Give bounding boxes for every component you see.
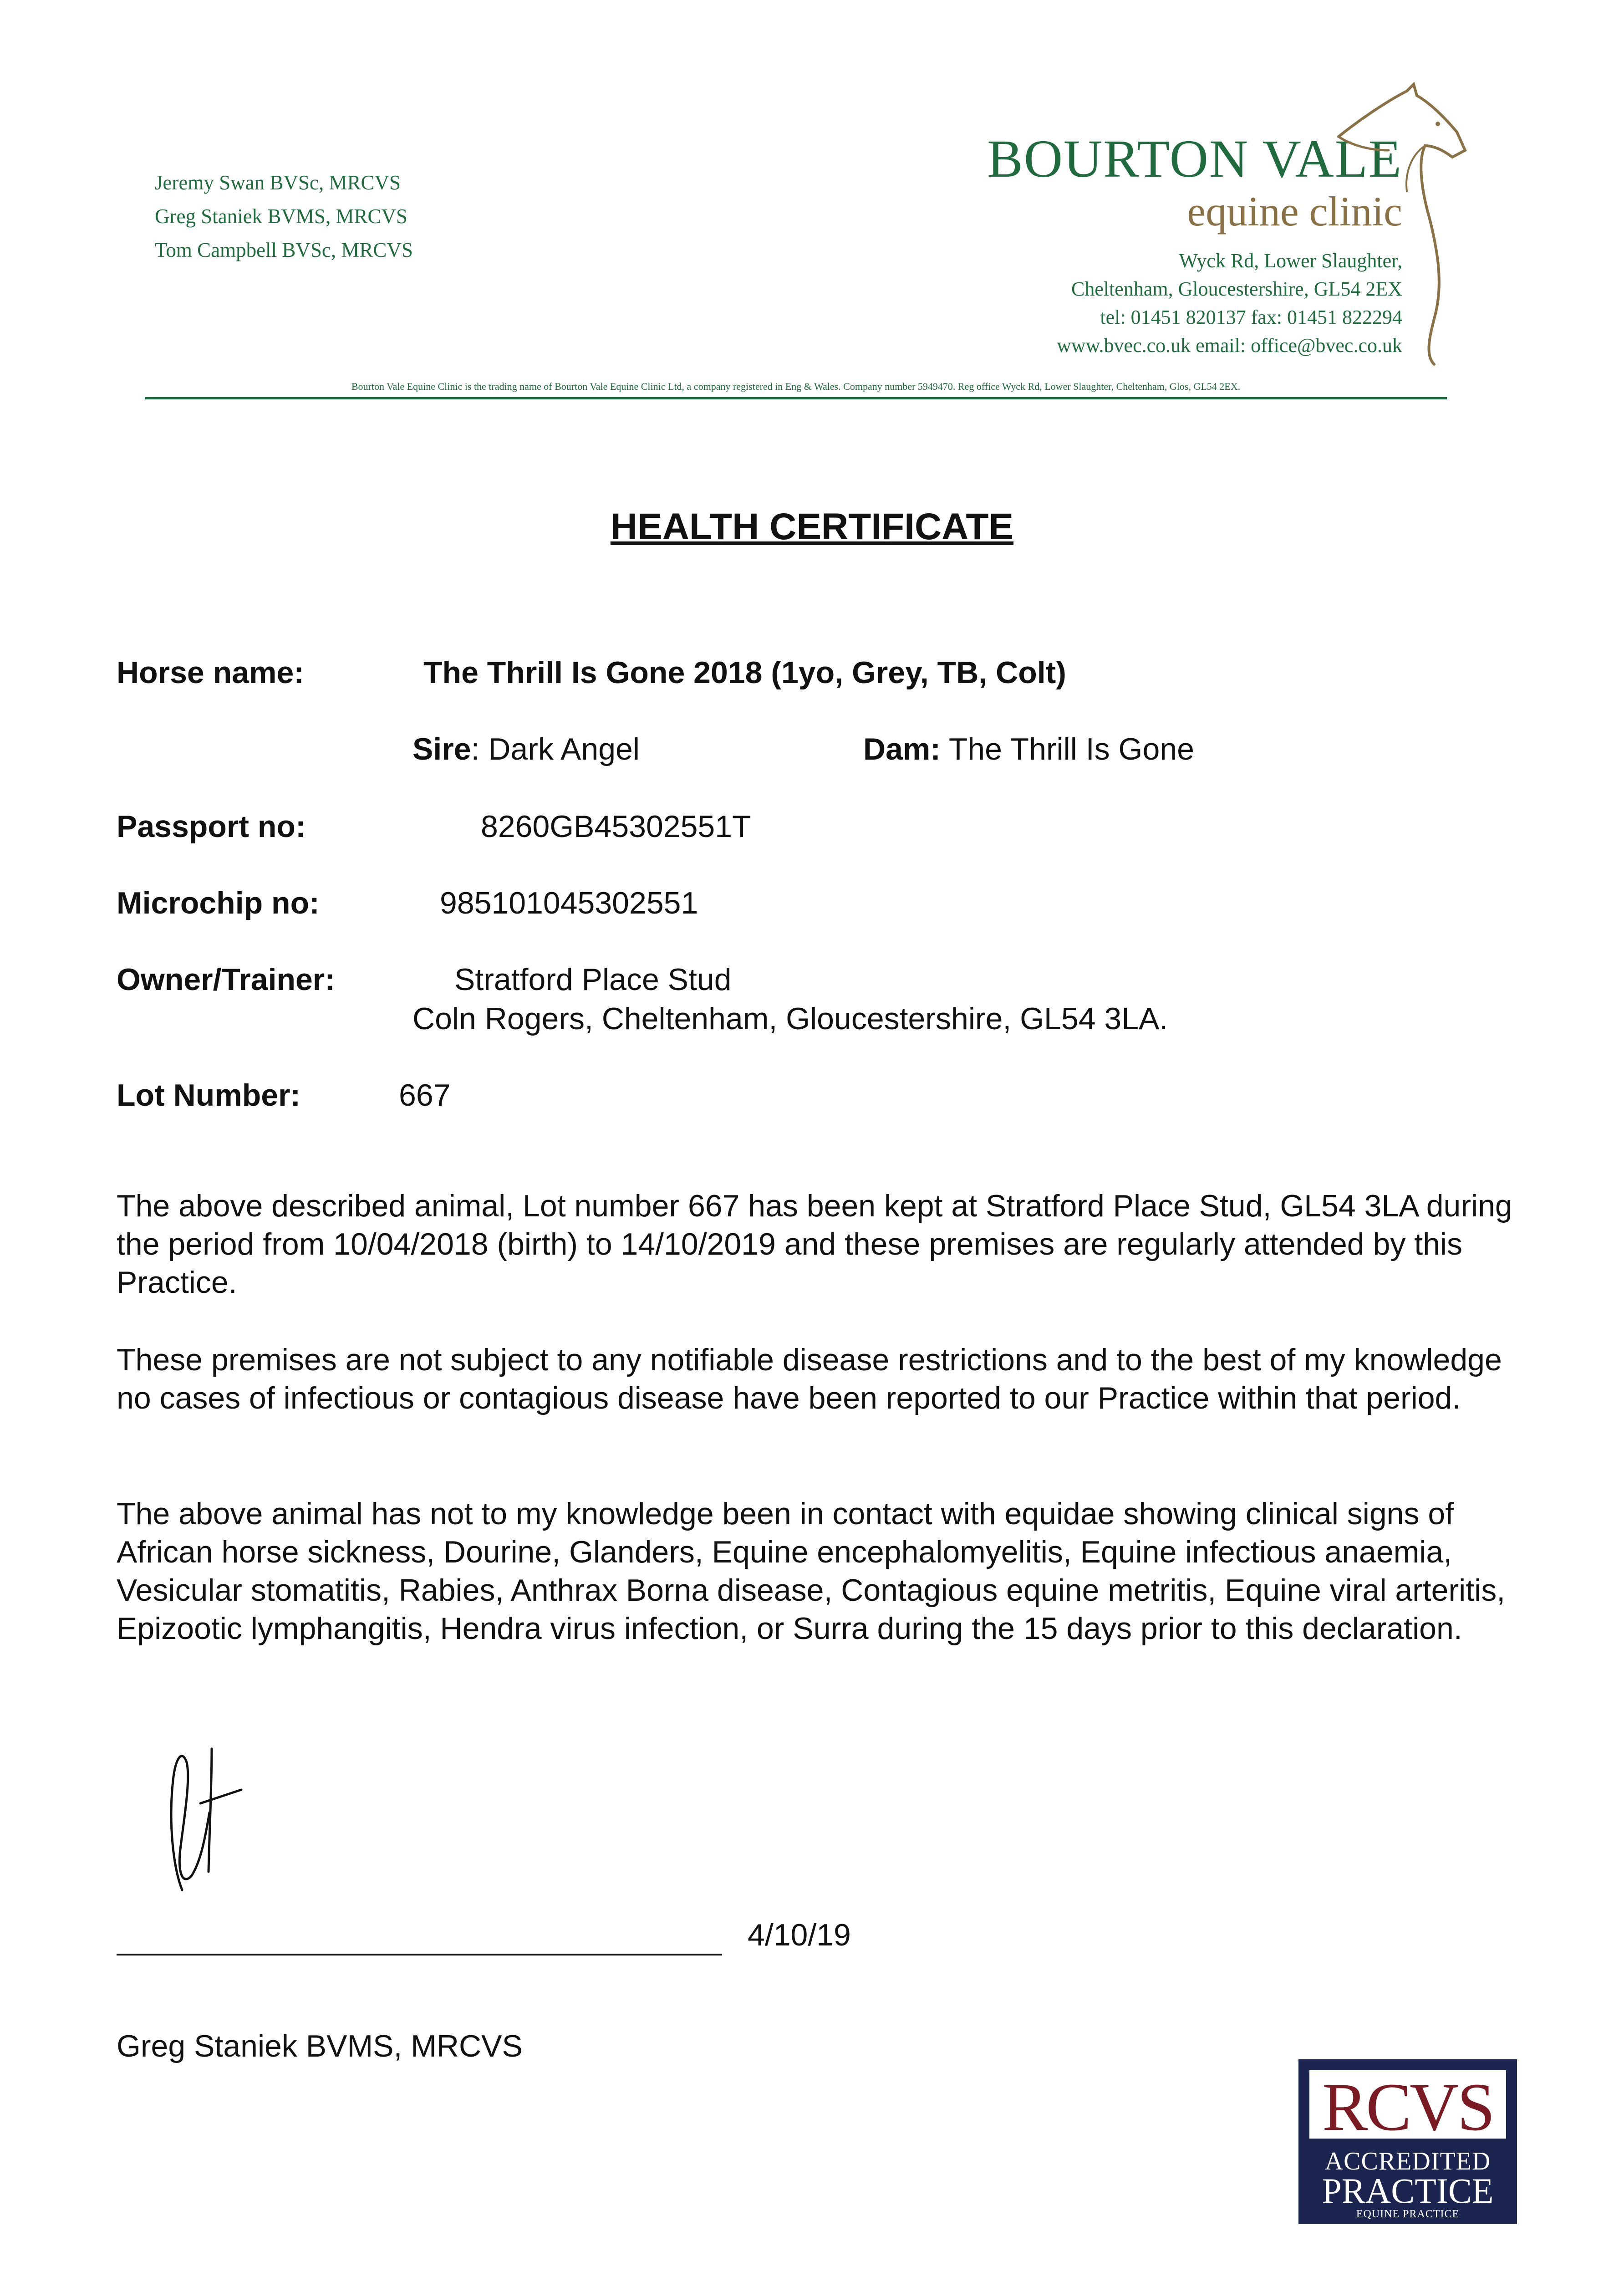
owner-name: Stratford Place Stud bbox=[454, 962, 732, 997]
clinic-address: Wyck Rd, Lower Slaughter, Cheltenham, Gloucestershire, GL54 2EX tel: 01451 820137 fax: 01451 822294 www.bvec.co.uk email: office@bvec.co.uk bbox=[1057, 250, 1402, 357]
declaration-paragraph: These premises are not subject to any notifiable disease restrictions and to the best of my knowledge no cases of infectious or contagious disease have been reported to our Practice within that period. bbox=[117, 1343, 1502, 1415]
sire-value: : Dark Angel bbox=[471, 732, 640, 766]
dam-label: Dam: bbox=[863, 732, 941, 766]
vets-list bbox=[155, 166, 413, 267]
sire-label: Sire bbox=[412, 732, 471, 766]
horse-name-value: The Thrill Is Gone 2018 (1yo, Grey, TB, Colt) bbox=[423, 655, 1066, 690]
dam-field bbox=[863, 731, 1194, 767]
passport-label: Passport no: bbox=[117, 809, 306, 844]
signature-date: 4/10/19 bbox=[748, 1918, 851, 1952]
microchip-label: Microchip no: bbox=[117, 886, 320, 920]
certificate-title: HEALTH CERTIFICATE bbox=[610, 506, 1014, 547]
dam-value: The Thrill Is Gone bbox=[941, 732, 1194, 766]
rcvs-accreditation-badge: RCVS ACCREDITED PRACTICE EQUINE PRACTICE bbox=[1298, 2059, 1517, 2224]
lot-label: Lot Number: bbox=[117, 1078, 301, 1113]
clinic-subtitle: equine clinic bbox=[1187, 188, 1402, 235]
clinic-name: BOURTON VALE bbox=[987, 129, 1402, 189]
passport-value: 8260GB45302551T bbox=[481, 809, 751, 844]
owner-address: Coln Rogers, Cheltenham, Gloucestershire, GL54 3LA. bbox=[412, 1001, 1168, 1036]
signature-line bbox=[117, 1954, 722, 1955]
vet-entry: Jeremy Swan BVSc, MRCVS bbox=[155, 171, 401, 194]
declaration-paragraph: The above animal has not to my knowledge been in contact with equidae showing clinical signs of African horse sickness, Dourine, Glanders, Equine encephalomyelitis, Equine infectious anaemia, Vesicular stomatitis, Rabies, Anthrax Borna disease, Contagious equine metritis, Equine viral arteritis, Epizootic lymphangitis, Hendra virus infection, or Surra during the 15 days prior to this declaration. bbox=[117, 1496, 1506, 1646]
declaration-paragraph: The above described animal, Lot number 667 has been kept at Stratford Place Stud, GL54 3LA during the period from 10/04/2018 (birth) to 14/10/2019 and these premises are regularly attended by this Practice. bbox=[117, 1189, 1512, 1300]
header-divider bbox=[145, 397, 1447, 399]
horse-name-label: Horse name: bbox=[117, 655, 304, 690]
sire-field bbox=[412, 731, 640, 767]
owner-label: Owner/Trainer: bbox=[117, 962, 335, 997]
company-registration-note: Bourton Vale Equine Clinic is the trading name of Bourton Vale Equine Clinic Ltd, a company registered in Eng & Wales. Company number 5949470. Reg office Wyck Rd, Lower Slaughter, Cheltenham, Glos, GL54 2EX. bbox=[351, 381, 1241, 392]
microchip-value: 985101045302551 bbox=[440, 886, 698, 920]
signatory-name: Greg Staniek BVMS, MRCVS bbox=[117, 2029, 523, 2063]
vet-entry: Tom Campbell BVSc, MRCVS bbox=[155, 239, 413, 261]
handwritten-signature bbox=[155, 1740, 273, 1894]
lot-value: 667 bbox=[399, 1078, 451, 1113]
horse-logo-icon bbox=[1320, 82, 1475, 373]
vet-entry: Greg Staniek BVMS, MRCVS bbox=[155, 205, 408, 228]
